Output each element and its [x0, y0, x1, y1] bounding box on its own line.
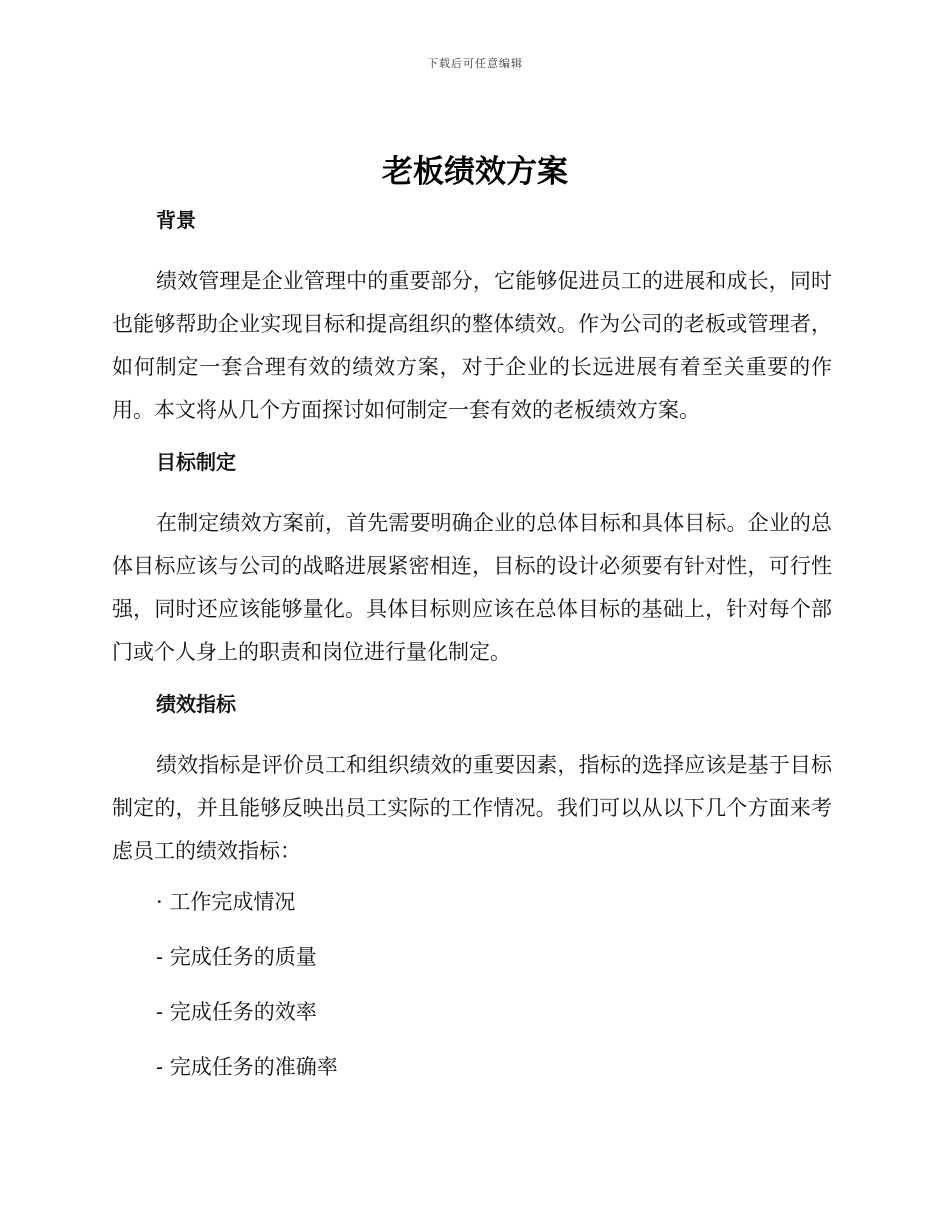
list-item: · 工作完成情况 — [156, 890, 296, 914]
document-body — [112, 202, 832, 1105]
document-title: 老板绩效方案 — [382, 154, 568, 190]
list-item: - 完成任务的效率 — [156, 1000, 317, 1024]
list-item: - 完成任务的质量 — [156, 945, 317, 969]
list-item: - 完成任务的准确率 — [156, 1055, 338, 1079]
header-note: 下载后可任意编辑 — [427, 57, 523, 70]
section-paragraph-performance-indicators: 绩效指标是评价员工和组织绩效的重要因素，指标的选择应该是基于目标制定的，并且能够反映出员工实际的工作情况。我们可以从以下几个方面来考虑员工的绩效指标： — [112, 753, 832, 863]
section-heading-goal-setting: 目标制定 — [156, 450, 236, 474]
section-paragraph-goal-setting: 在制定绩效方案前，首先需要明确企业的总体目标和具体目标。企业的总体目标应该与公司的战略进展紧密相连，目标的设计必须要有针对性，可行性强，同时还应该能够量化。具体目标则应该在总体目标的基础上，针对每个部门或个人身上的职责和岗位进行量化制定。 — [112, 511, 832, 664]
section-heading-background: 背景 — [156, 208, 196, 232]
section-paragraph-background: 绩效管理是企业管理中的重要部分，它能够促进员工的进展和成长，同时也能够帮助企业实现目标和提高组织的整体绩效。作为公司的老板或管理者，如何制定一套合理有效的绩效方案，对于企业的长远进展有着至关重要的作用。本文将从几个方面探讨如何制定一套有效的老板绩效方案。 — [112, 269, 832, 422]
section-heading-performance-indicators: 绩效指标 — [156, 692, 236, 716]
